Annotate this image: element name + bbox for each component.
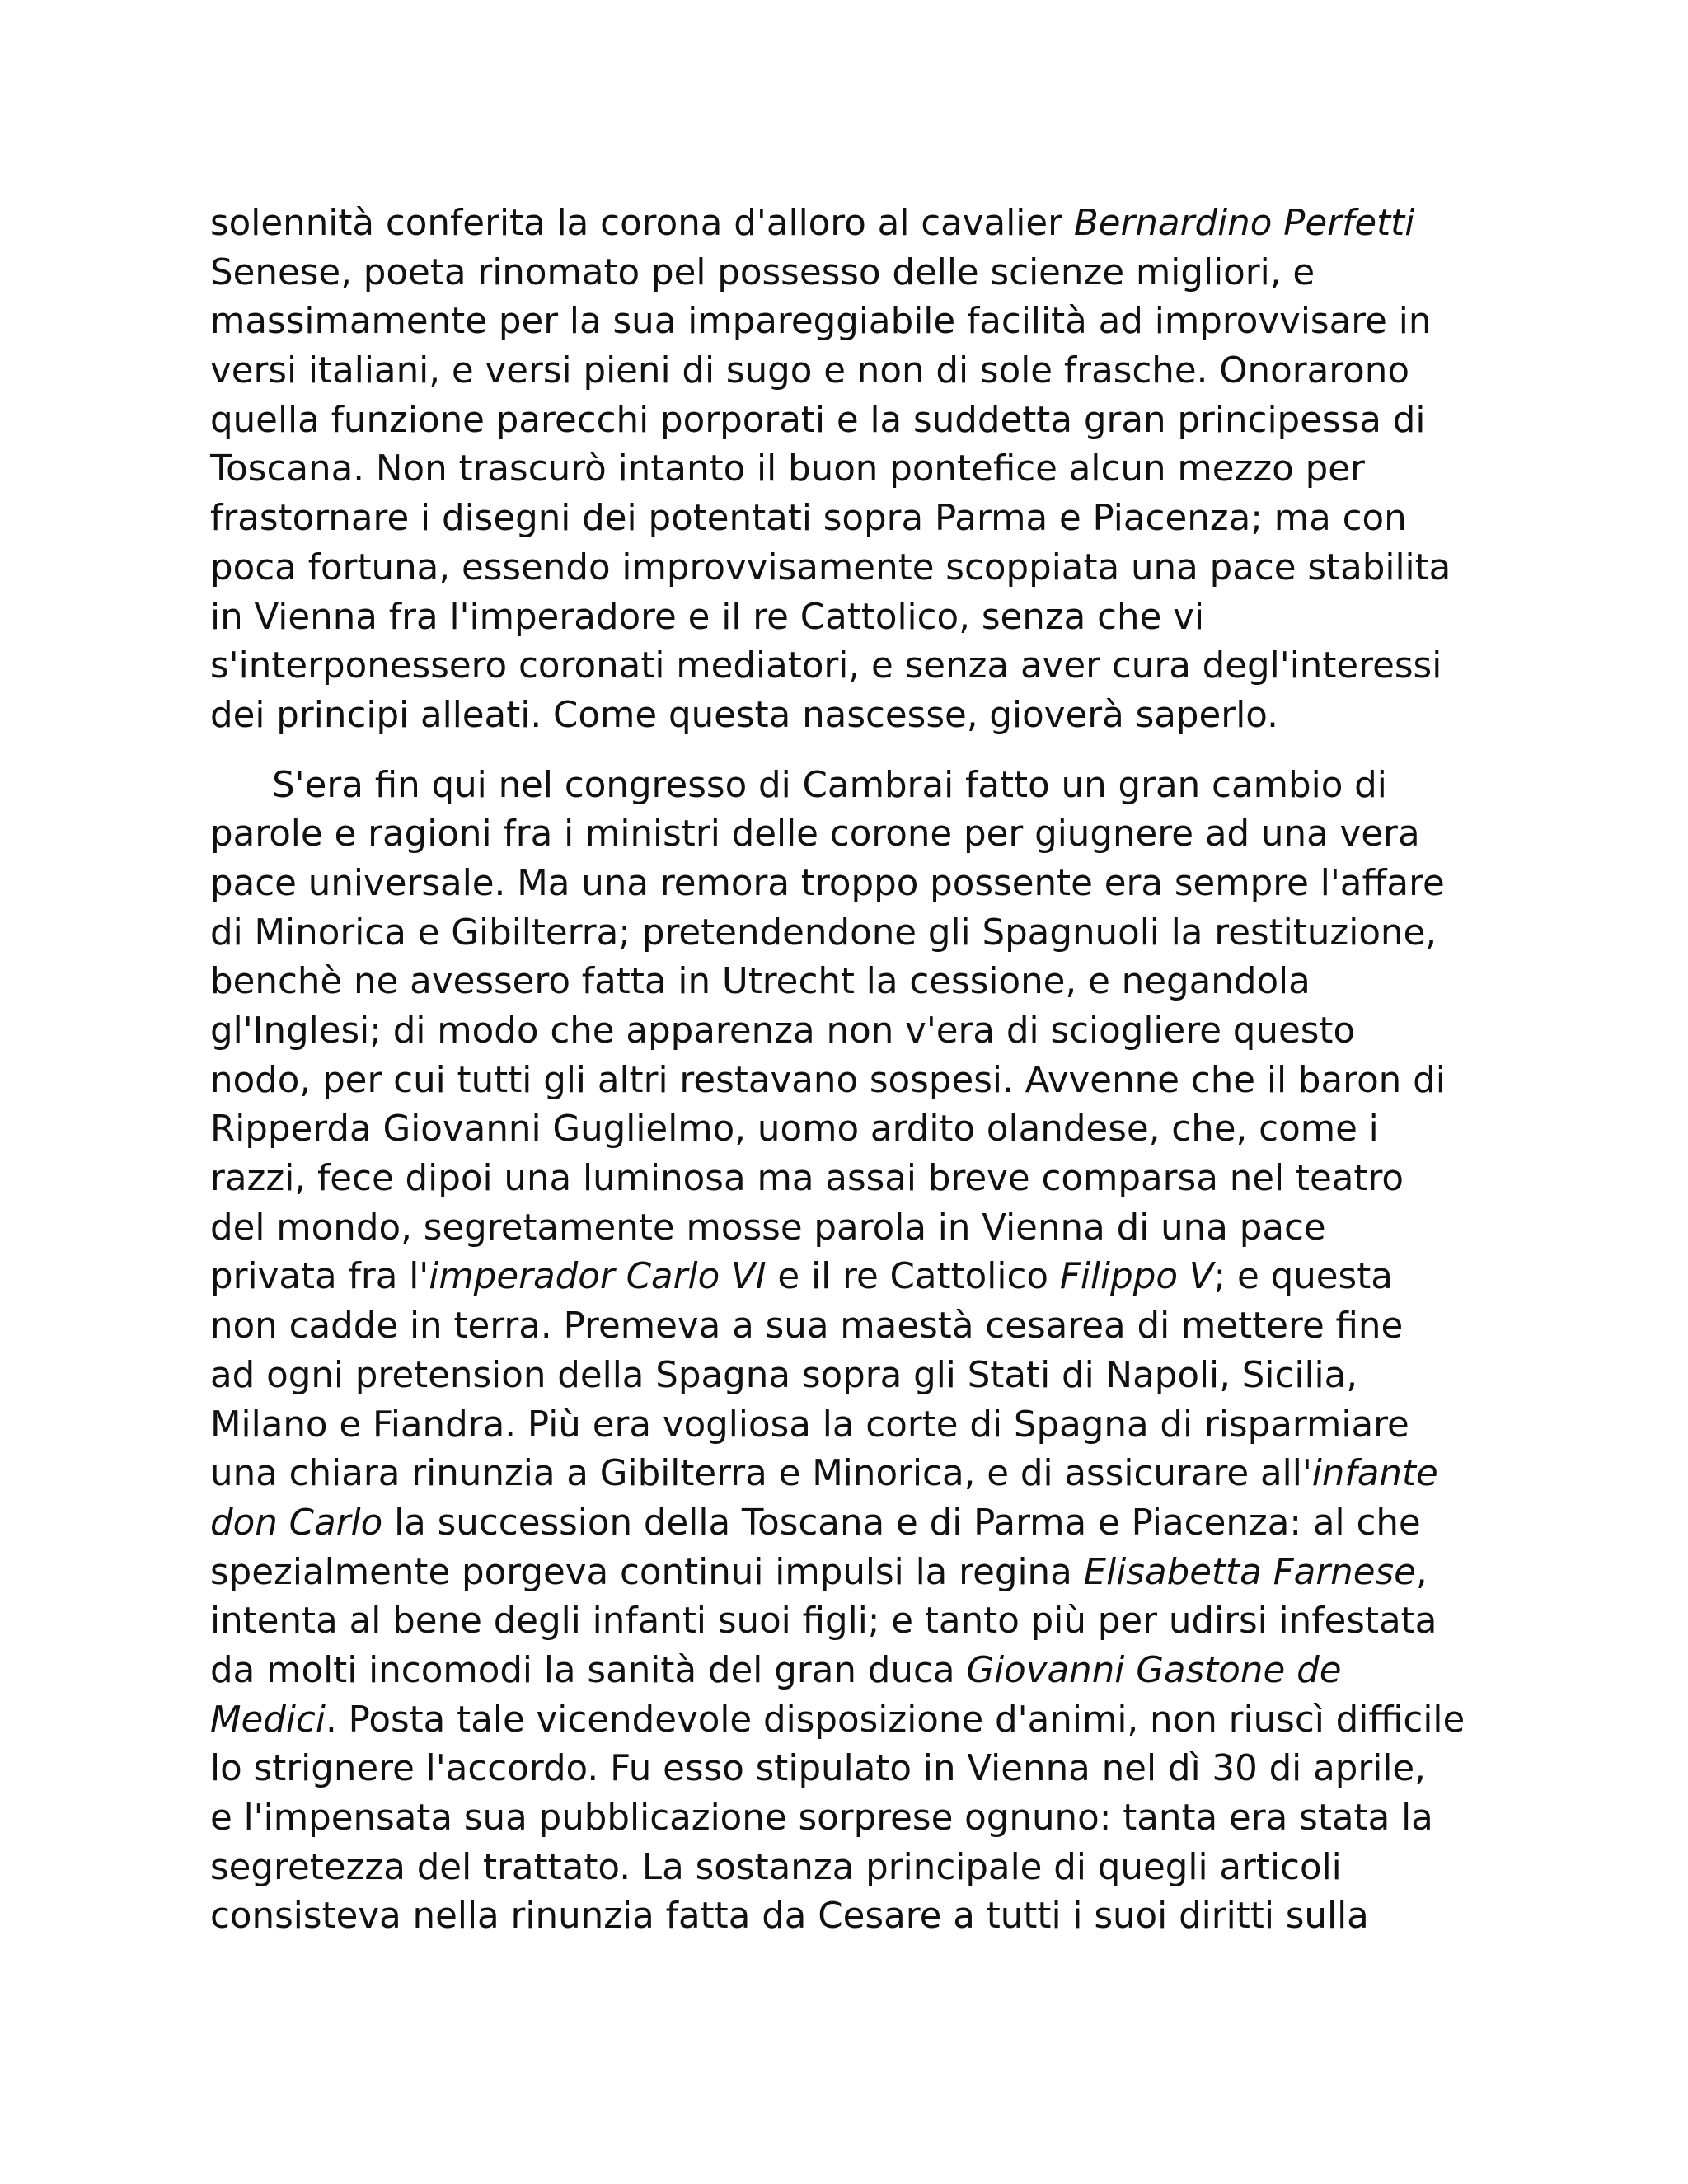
- italic-name: Bernardino Perfetti: [1073, 203, 1415, 244]
- body-paragraph: [210, 762, 1479, 1943]
- text-run: ad ogni pretension della Spagna sopra gli Stati di Napoli, Sicilia,: [210, 1354, 1358, 1396]
- text-run: e l'impensata sua pubblicazione sorprese ognuno: tanta era stata la: [210, 1797, 1433, 1839]
- text-line: [210, 494, 1479, 544]
- text-run: Senese, poeta rinomato pel possesso delle scienze migliori, e: [210, 251, 1315, 293]
- text-line: [210, 1155, 1479, 1204]
- text-run: la succession della Toscana e di Parma e Piacenza: al che: [382, 1502, 1421, 1544]
- text-run: del mondo, segretamente mosse parola in Vienna di una pace: [210, 1207, 1326, 1249]
- text-run: frastornare i disegni dei potentati sopra Parma e Piacenza; ma con: [210, 498, 1407, 540]
- text-run: lo strignere l'accordo. Fu esso stipulato in Vienna nel dì 30 di aprile,: [210, 1748, 1427, 1790]
- document-page: [210, 199, 1479, 1942]
- text-line: [210, 909, 1479, 958]
- text-run: intenta al bene degli infanti suoi figli; e tanto più per udirsi infestata: [210, 1601, 1437, 1643]
- text-line: [210, 544, 1479, 593]
- text-line: [210, 1549, 1479, 1598]
- text-run: Milano e Fiandra. Più era vogliosa la corte di Spagna di risparmiare: [210, 1404, 1409, 1446]
- text-run: S'era fin qui nel congresso di Cambrai fatto un gran cambio di: [272, 764, 1387, 806]
- text-run: s'interponessero coronati mediatori, e senza aver cura degl'interessi: [210, 645, 1442, 687]
- italic-name: imperador Carlo VI: [429, 1256, 767, 1298]
- italic-name: Elisabetta Farnese: [1083, 1551, 1416, 1593]
- text-run: privata fra l': [210, 1256, 429, 1298]
- text-run: spezialmente porgeva continui impulsi la regina: [210, 1551, 1084, 1593]
- text-run: massimamente per la sua impareggiabile facilità ad improvvisare in: [210, 301, 1432, 343]
- text-line: [210, 347, 1479, 396]
- italic-name: don Carlo: [210, 1502, 383, 1544]
- text-line: [210, 1745, 1479, 1794]
- text-line: [210, 810, 1479, 860]
- text-run: . Posta tale vicendevole disposizione d'animi, non riuscì difficile: [326, 1699, 1465, 1741]
- text-line: [210, 1401, 1479, 1451]
- text-line: [210, 762, 1479, 811]
- text-run: consisteva nella rinunzia fatta da Cesare a tutti i suoi diritti sulla: [210, 1896, 1369, 1938]
- text-run: parole e ragioni fra i ministri delle corone per giugnere ad una vera: [210, 813, 1420, 855]
- text-line: [210, 1696, 1479, 1746]
- text-line: [210, 691, 1479, 741]
- text-line: [210, 1892, 1479, 1942]
- text-line: [210, 1647, 1479, 1696]
- italic-name: infante: [1311, 1453, 1438, 1495]
- text-run: versi italiani, e versi pieni di sugo e non di sole frasche. Onorarono: [210, 350, 1409, 392]
- text-line: [210, 1302, 1479, 1352]
- text-line: [210, 958, 1479, 1007]
- text-line: [210, 1204, 1479, 1254]
- italic-name: Medici: [210, 1699, 326, 1741]
- italic-name: Giovanni Gastone de: [966, 1649, 1342, 1691]
- text-run: benchè ne avessero fatta in Utrecht la cessione, e negandola: [210, 961, 1311, 1003]
- text-line: [210, 1499, 1479, 1549]
- text-line: [210, 1844, 1479, 1893]
- text-line: [210, 1007, 1479, 1057]
- text-run: razzi, fece dipoi una luminosa ma assai breve comparsa nel teatro: [210, 1158, 1404, 1200]
- text-line: [210, 1057, 1479, 1106]
- text-run: e il re Cattolico: [766, 1256, 1060, 1298]
- italic-name: Filippo V: [1059, 1256, 1214, 1298]
- text-run: quella funzione parecchi porporati e la suddetta gran principessa di: [210, 399, 1426, 441]
- text-run: gl'Inglesi; di modo che apparenza non v'era di sciogliere questo: [210, 1010, 1356, 1052]
- text-run: una chiara rinunzia a Gibilterra e Minorica, e di assicurare all': [210, 1453, 1312, 1495]
- body-paragraph: [210, 199, 1479, 741]
- text-line: [210, 860, 1479, 909]
- text-run: poca fortuna, essendo improvvisamente scoppiata una pace stabilita: [210, 546, 1451, 588]
- text-run: segretezza del trattato. La sostanza principale di quegli articoli: [210, 1846, 1342, 1888]
- text-line: [210, 298, 1479, 347]
- text-run: dei principi alleati. Come questa nascesse, gioverà saperlo.: [210, 694, 1278, 736]
- text-run: in Vienna fra l'imperadore e il re Cattolico, senza che vi: [210, 596, 1205, 638]
- text-line: [210, 396, 1479, 446]
- text-run: pace universale. Ma una remora troppo possente era sempre l'affare: [210, 862, 1445, 904]
- text-line: [210, 593, 1479, 643]
- text-run: Toscana. Non trascurò intanto il buon pontefice alcun mezzo per: [210, 448, 1365, 490]
- text-line: [210, 1253, 1479, 1302]
- text-run: nodo, per cui tutti gli altri restavano sospesi. Avvenne che il baron di: [210, 1059, 1446, 1101]
- text-run: di Minorica e Gibilterra; pretendendone gli Spagnuoli la restituzione,: [210, 912, 1437, 954]
- text-run: ; e questa: [1213, 1256, 1393, 1298]
- text-line: [210, 1105, 1479, 1155]
- text-run: ,: [1415, 1551, 1428, 1593]
- text-line: [210, 249, 1479, 298]
- text-line: [210, 642, 1479, 691]
- text-run: Ripperda Giovanni Guglielmo, uomo ardito olandese, che, come i: [210, 1108, 1379, 1151]
- text-line: [210, 1794, 1479, 1844]
- text-run: non cadde in terra. Premeva a sua maestà cesarea di mettere fine: [210, 1305, 1404, 1347]
- text-line: [210, 445, 1479, 494]
- text-run: solennità conferita la corona d'alloro al cavalier: [210, 203, 1074, 244]
- text-line: [210, 1597, 1479, 1647]
- text-line: [210, 1352, 1479, 1401]
- text-line: [210, 1450, 1479, 1499]
- text-line: [210, 199, 1479, 249]
- text-run: da molti incomodi la sanità del gran duca: [210, 1649, 967, 1691]
